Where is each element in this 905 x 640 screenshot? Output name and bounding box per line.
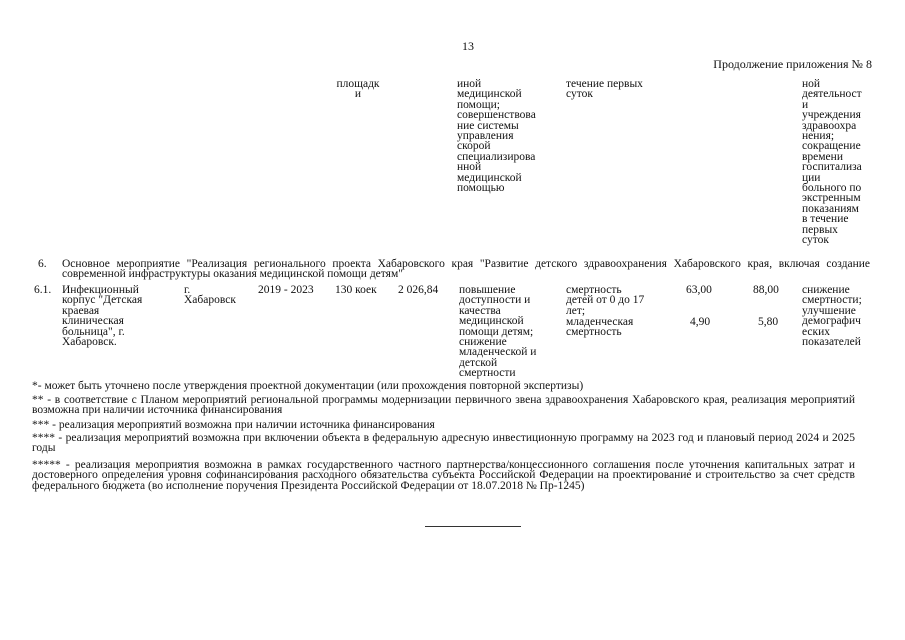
- row-6-1-value-2b: 5,80: [758, 316, 779, 328]
- row-6-1-period: 2019 - 2023: [258, 284, 314, 296]
- footnote-3: *** - реализация мероприятий возможна при наличии источника финансирования: [32, 419, 435, 431]
- row-6-1-object: Инфекционный корпус "Детская краевая клиническая больница", г. Хабаровск.: [62, 284, 143, 349]
- section-6-number: 6.: [38, 258, 47, 270]
- continued-site-cell: площадк и: [336, 78, 380, 101]
- row-6-1-value-2a: 4,90: [690, 316, 711, 328]
- row-6-1-cost: 2 026,84: [398, 284, 439, 296]
- row-6-1-effect: снижение смертности; улучшение демографич еских показателей: [802, 284, 862, 349]
- page-number: 13: [462, 39, 474, 53]
- continuation-header: Продолжение приложения № 8: [713, 57, 872, 71]
- continued-indicator-cell: течение первых суток: [566, 78, 643, 101]
- row-6-1-indicator-1: смертность детей от 0 до 17 лет;: [566, 284, 645, 317]
- footnote-5: ***** - реализация мероприятия возможна в рамках государственного частного партнерства/концессионного соглашения после уточнения капитальных затрат и достоверного определения уровня софинансирования расходного обязательства субъекта Российской Федерации на проектирование и строительство за счет средств федерального бюджета (во исполнение поручения Президента Российской Федерации от 18.07.2018 № Пр-1245): [32, 459, 855, 492]
- row-6-1-value-1b: 88,00: [753, 284, 779, 296]
- footnote-1: *- может быть уточнено после утверждения проектной документации (или прохождения повторной экспертизы): [32, 380, 584, 392]
- row-6-1-location: г. Хабаровск: [184, 284, 236, 307]
- row-6-1-goal: повышение доступности и качества медицинской помощи детям; снижение младенческой и детской смертности: [459, 284, 537, 380]
- row-6-1-indicator-2: младенческая смертность: [566, 316, 634, 339]
- closing-rule: [425, 526, 521, 527]
- continued-goal-cell: иной медицинской помощи; совершенствова ние системы управления скорой специализирова нной медицинской помощью: [457, 78, 536, 195]
- row-6-1-number: 6.1.: [34, 284, 52, 296]
- section-6-text: Основное мероприятие "Реализация регионального проекта Хабаровского края "Развитие детского здравоохранения Хабаровского края, включая создание современной инфраструктуры оказания медицинской помощи детям": [62, 258, 870, 281]
- footnote-4: **** - реализация мероприятий возможна при включении объекта в федеральную адресную инвестиционную программу на 2023 год и плановый период 2024 и 2025 годы: [32, 432, 855, 455]
- row-6-1-capacity: 130 коек: [335, 284, 377, 296]
- footnote-2: ** - в соответствие с Планом мероприятий региональной программы модернизации первичного звена здравоохранения Хабаровского края, реализация мероприятий возможна при наличии источника финансирования: [32, 394, 855, 417]
- row-6-1-value-1a: 63,00: [686, 284, 712, 296]
- continued-effect-cell: ной деятельност и учреждения здравоохра нения; сокращение времени госпитализа ции больного по экстренным показаниям в течение первых суток: [802, 78, 862, 247]
